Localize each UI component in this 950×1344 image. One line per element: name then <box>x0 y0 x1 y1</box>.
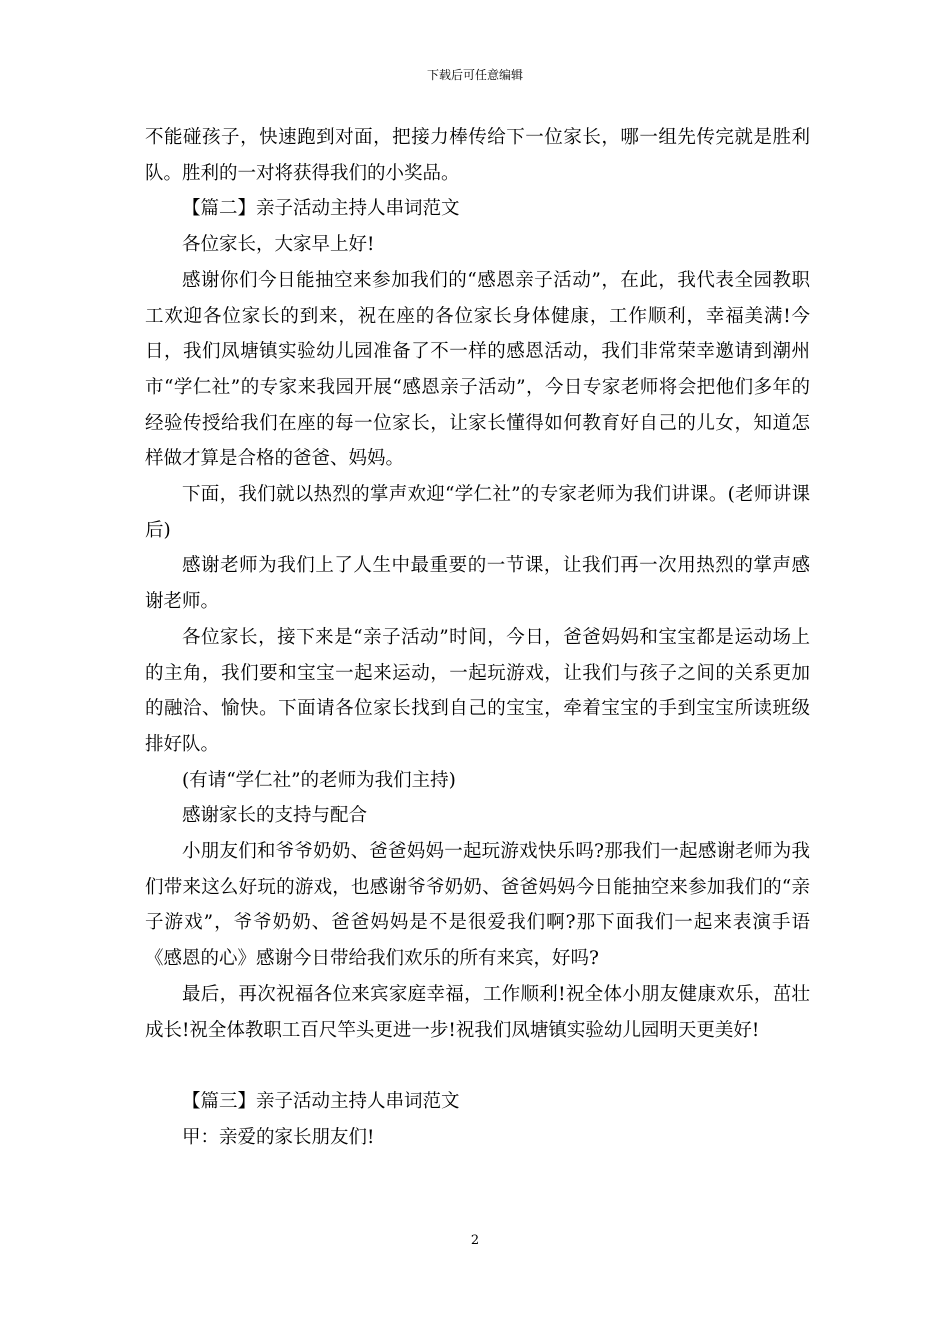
activity-time-paragraph: 各位家长，接下来是“亲子活动”时间，今日，爸爸妈妈和宝宝都是运动场上的主角，我们要和宝宝一起来运动，一起玩游戏，让我们与孩子之间的关系更加的融洽、愉快。下面请各位家长找到自己的宝宝，牵着宝宝的手到宝宝所读班级排好队。 <box>145 626 810 755</box>
greeting-paragraph: 各位家长，大家早上好! <box>182 234 375 256</box>
thanks-teacher-paragraph: 感谢老师为我们上了人生中最重要的一节课，让我们再一次用热烈的掌声感谢老师。 <box>145 555 810 613</box>
page-header: 下载后可任意编辑 <box>426 68 523 82</box>
welcome-paragraph: 感谢你们今日能抽空来参加我们的“感恩亲子活动”，在此，我代表全园教职工欢迎各位家长的到来，祝在座的各位家长身体健康，工作顺利，幸福美满!今日，我们凤塘镇实验幼儿园准备了不一样的感恩活动，我们非常荣幸邀请到潮州市“学仁社”的专家来我园开展“感恩亲子活动”，今日专家老师将会把他们多年的经验传授给我们在座的每一位家长，让家长懂得如何教育好自己的儿女，知道怎样做才算是合格的爸爸、妈妈。 <box>145 269 810 470</box>
lecture-intro-paragraph: 下面，我们就以热烈的掌声欢迎“学仁社”的专家老师为我们讲课。(老师讲课后) <box>145 484 810 541</box>
thanks-parents-paragraph: 感谢家长的支持与配合 <box>182 805 368 827</box>
page-number: 2 <box>470 1233 480 1248</box>
host-a-line: 甲：亲爱的家长朋友们! <box>182 1126 375 1148</box>
section-heading-part-three: 【篇三】亲子活动主持人串词范文 <box>182 1090 460 1112</box>
game-thanks-paragraph: 小朋友们和爷爷奶奶、爸爸妈妈一起玩游戏快乐吗?那我们一起感谢老师为我们带来这么好玩的游戏，也感谢爷爷奶奶、爸爸妈妈今日能抽空来参加我们的“亲子游戏”，爷爷奶奶、爸爸妈妈是不是很爱我们啊?那下面我们一起来表演手语《感恩的心》感谢今日带给我们欢乐的所有来宾，好吗? <box>145 841 810 970</box>
paragraph-continuation: 不能碰孩子，快速跑到对面，把接力棒传给下一位家长，哪一组先传完就是胜利队。胜利的一对将获得我们的小奖品。 <box>145 127 810 184</box>
document-body <box>145 120 810 1155</box>
section-spacer <box>145 1048 810 1084</box>
host-invite-paragraph: (有请“学仁社”的老师为我们主持) <box>182 769 456 791</box>
closing-wishes-paragraph: 最后，再次祝福各位来宾家庭幸福，工作顺利!祝全体小朋友健康欢乐，茁壮成长!祝全体教职工百尺竿头更进一步!祝我们凤塘镇实验幼儿园明天更美好! <box>145 983 810 1041</box>
section-heading-part-two: 【篇二】亲子活动主持人串词范文 <box>182 198 460 220</box>
